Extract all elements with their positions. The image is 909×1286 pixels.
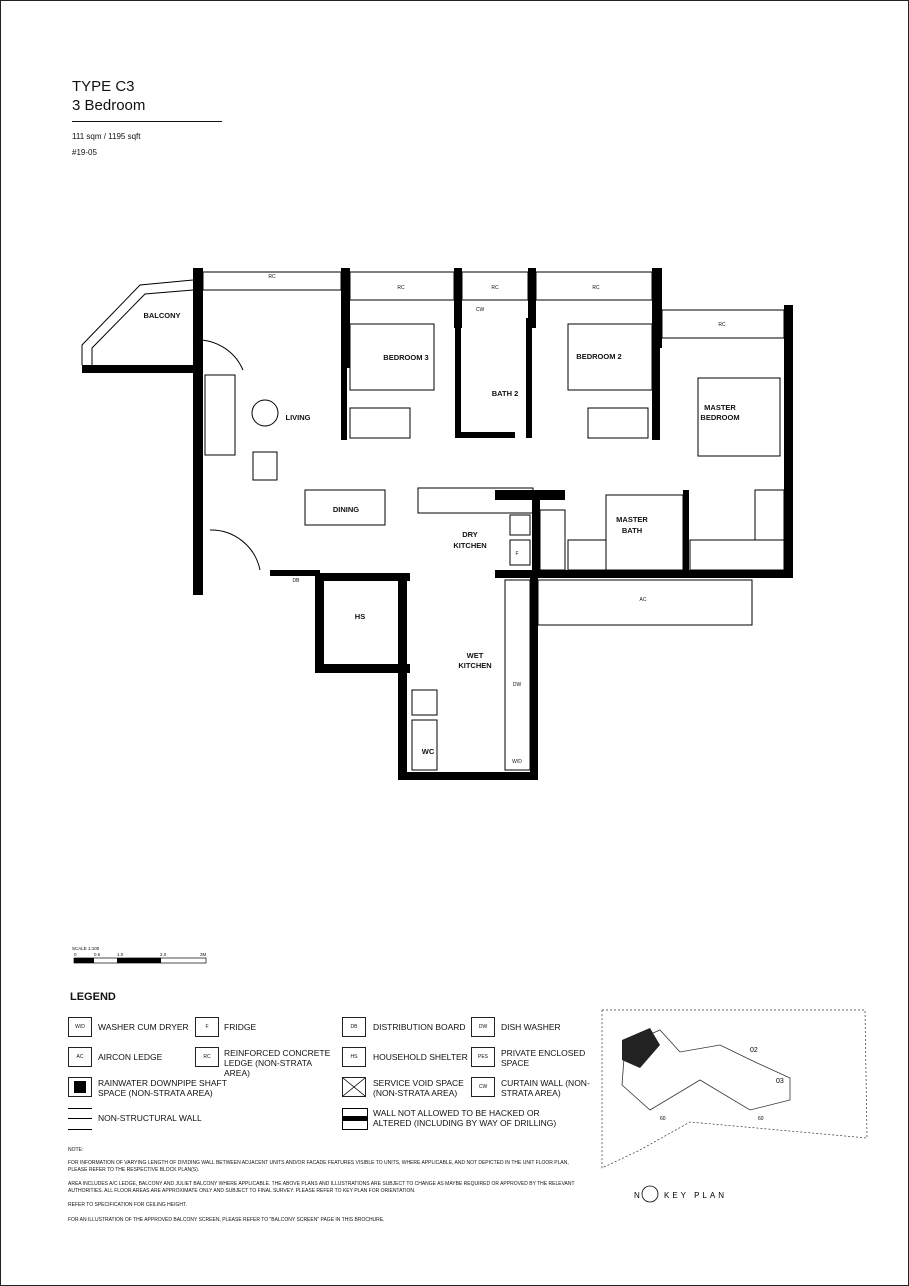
label-rc-1: RC — [268, 274, 276, 280]
label-master-bath-2: BATH — [621, 526, 643, 535]
legend-label-service-void: SERVICE VOID SPACE (NON-STRATA AREA) — [373, 1078, 464, 1098]
label-master-1: MASTER — [704, 403, 736, 412]
no-hack-wall-icon — [342, 1108, 368, 1130]
note-2: AREA INCLUDES A/C LEDGE, BALCONY AND JULIET BALCONY WHERE APPLICABLE. THE ABOVE PLANS AND ILLUSTRATIONS ARE SUBJECT TO CHANGE AS MAYBE REQUIRED OR APPROVED BY THE RELEVANT AUTHORITIES. ALL FLOOR AREAS ARE APPROXIMATE ONLY AND SUBJECT TO FINAL SURVEY. PLEASE REFER TO KEY PLAN FOR ORIENTATION. — [68, 1181, 575, 1194]
unit-area: 111 sqm / 1195 sqft — [72, 132, 141, 141]
label-balcony: BALCONY — [143, 311, 181, 320]
legend-label-non-structural: NON-STRUCTURAL WALL — [98, 1113, 202, 1123]
legend-code-cw: CW — [471, 1077, 495, 1097]
legend-label-rc: REINFORCED CONCRETE LEDGE (NON-STRATA AREA) — [224, 1048, 331, 1078]
non-structural-wall-icon — [68, 1108, 92, 1130]
legend-code-wd: W/D — [68, 1017, 92, 1037]
legend-label-f: FRIDGE — [224, 1022, 257, 1032]
label-wet-kitchen-2: KITCHEN — [458, 661, 492, 670]
legend-code-dw: DW — [471, 1017, 495, 1037]
label-f: F — [515, 551, 519, 557]
note-4: FOR AN ILLUSTRATION OF THE APPROVED BALCONY SCREEN, PLEASE REFER TO "BALCONY SCREEN" PAGE IN THIS BROCHURE. — [68, 1217, 385, 1223]
label-dw: DW — [512, 682, 522, 688]
legend-code-f: F — [195, 1017, 219, 1037]
legend-label-ac: AIRCON LEDGE — [98, 1052, 163, 1062]
bedroom-count: 3 Bedroom — [72, 97, 146, 114]
service-void-icon — [342, 1077, 366, 1097]
key-mark-2: 60 — [758, 1116, 764, 1122]
key-block-02: 02 — [750, 1047, 758, 1054]
scale-tick-0: 0 — [74, 952, 77, 957]
legend-code-pes: PES — [471, 1047, 495, 1067]
label-hs: HS — [354, 612, 366, 621]
label-master-bath-1: MASTER — [616, 515, 648, 524]
label-wd: W/D — [512, 759, 522, 765]
downpipe-icon — [68, 1077, 92, 1097]
legend-label-hs: HOUSEHOLD SHELTER — [373, 1052, 468, 1062]
label-bedroom3: BEDROOM 3 — [383, 353, 429, 362]
key-block-03: 03 — [776, 1078, 784, 1085]
legend-title: LEGEND — [70, 991, 116, 1003]
legend-label-dw: DISH WASHER — [501, 1022, 561, 1032]
key-plan-label: KEY PLAN — [664, 1191, 727, 1200]
label-wet-kitchen-1: WET — [466, 651, 484, 660]
note-3: REFER TO SPECIFICATION FOR CEILING HEIGHT. — [68, 1202, 187, 1208]
scale-tick-3: 2.0 — [160, 952, 167, 957]
scale-tick-2: 1.0 — [117, 952, 124, 957]
label-cw: CW — [475, 307, 485, 313]
legend-label-cw: CURTAIN WALL (NON-STRATA AREA) — [501, 1078, 590, 1098]
legend-label-downpipe: RAINWATER DOWNPIPE SHAFT SPACE (NON-STRATA AREA) — [98, 1078, 227, 1098]
label-rc-2: RC — [397, 285, 405, 291]
legend-label-wd: WASHER CUM DRYER — [98, 1022, 189, 1032]
label-master-2: BEDROOM — [700, 413, 740, 422]
north-arrow-icon — [642, 1186, 658, 1202]
label-wc: WC — [421, 747, 435, 756]
note-1: FOR INFORMATION OF VARYING LENGTH OF DIVIDING WALL BETWEEN ADJACENT UNITS AND/OR FACADE FEATURES VISIBLE TO UNITS, WHERE APPLICABLE, AND NOT DEPICTED IN THE UNIT FLOOR PLAN, PLEASE REFER TO THE RESPECTIVE BLOCK PLAN(S). — [68, 1160, 569, 1173]
label-rc-3: RC — [491, 285, 499, 291]
label-dining: DINING — [332, 505, 360, 514]
legend-label-pes: PRIVATE ENCLOSED SPACE — [501, 1048, 586, 1068]
scale-label: SCALE 1:100 — [72, 946, 100, 951]
scale-tick-1: 0.5 — [94, 952, 101, 957]
legend-code-hs: HS — [342, 1047, 366, 1067]
legend-code-ac: AC — [68, 1047, 92, 1067]
label-dry-kitchen-1: DRY — [462, 530, 478, 539]
key-mark-1: 60 — [660, 1116, 666, 1122]
unit-type-title: TYPE C3 — [72, 78, 135, 95]
legend-code-db: DB — [342, 1017, 366, 1037]
legend-label-no-hack: WALL NOT ALLOWED TO BE HACKED OR ALTERED (INCLUDING BY WAY OF DRILLING) — [373, 1108, 557, 1128]
label-db: DB — [292, 578, 300, 584]
label-rc-4: RC — [592, 285, 600, 291]
scale-bar — [72, 946, 207, 963]
scale-tick-4: 3M — [200, 952, 207, 957]
label-rc-5: RC — [718, 322, 726, 328]
label-dry-kitchen-2: KITCHEN — [453, 541, 487, 550]
legend-code-rc: RC — [195, 1047, 219, 1067]
label-bath2: BATH 2 — [491, 389, 519, 398]
notes-heading: NOTE: — [68, 1147, 84, 1153]
unit-number: #19-05 — [72, 148, 97, 157]
key-plan — [602, 1010, 867, 1202]
north-label: N — [634, 1191, 640, 1200]
label-bedroom2: BEDROOM 2 — [576, 352, 622, 361]
legend-label-db: DISTRIBUTION BOARD — [373, 1022, 466, 1032]
label-ac: AC — [639, 597, 647, 603]
label-living: LIVING — [285, 413, 311, 422]
